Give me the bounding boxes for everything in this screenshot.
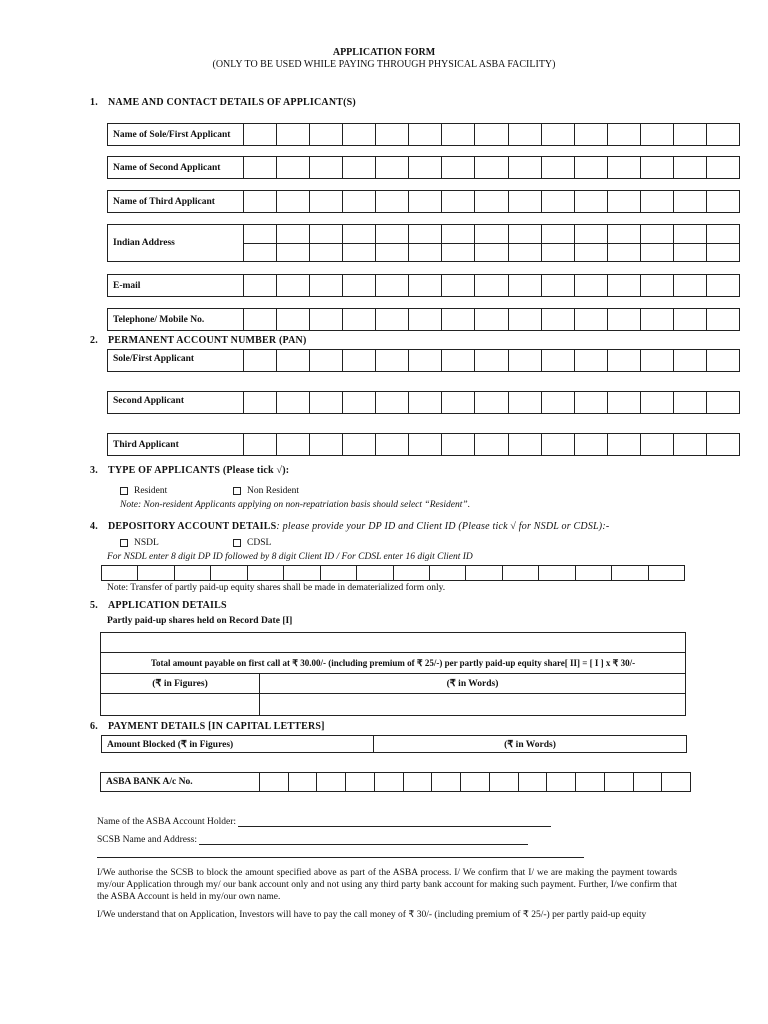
char-box[interactable]: [641, 244, 674, 262]
char-box[interactable]: [641, 157, 674, 178]
char-box[interactable]: [542, 244, 575, 262]
char-box[interactable]: [409, 434, 442, 455]
shares-held-input[interactable]: [101, 633, 685, 653]
char-box[interactable]: [430, 566, 466, 580]
char-box[interactable]: [343, 350, 376, 371]
char-box[interactable]: [509, 191, 542, 212]
char-box[interactable]: [475, 434, 508, 455]
char-box[interactable]: [284, 566, 320, 580]
char-box[interactable]: [244, 124, 277, 145]
char-box[interactable]: [375, 773, 404, 791]
char-box[interactable]: [575, 124, 608, 145]
char-box[interactable]: [539, 566, 575, 580]
char-box[interactable]: [244, 244, 277, 262]
form-subtitle: (ONLY TO BE USED WHILE PAYING THROUGH PHYSICAL ASBA FACILITY): [212, 59, 556, 70]
char-box[interactable]: [442, 124, 475, 145]
char-box[interactable]: [442, 275, 475, 296]
account-holder-field[interactable]: Name of the ASBA Account Holder:: [97, 817, 551, 827]
char-boxes[interactable]: [102, 566, 684, 580]
char-boxes[interactable]: [244, 309, 739, 330]
char-box[interactable]: [442, 309, 475, 330]
char-box[interactable]: [542, 157, 575, 178]
words-header: (₹ in Words): [446, 679, 499, 689]
char-boxes[interactable]: [244, 434, 739, 455]
char-box[interactable]: [509, 350, 542, 371]
address-line-2[interactable]: [97, 857, 584, 858]
char-box[interactable]: [310, 225, 343, 243]
char-box[interactable]: [376, 191, 409, 212]
char-box[interactable]: [475, 309, 508, 330]
char-box[interactable]: [244, 350, 277, 371]
checkbox-icon[interactable]: [233, 487, 241, 495]
char-box[interactable]: [277, 157, 310, 178]
amount-figures-input[interactable]: [101, 694, 260, 715]
char-box[interactable]: [674, 275, 707, 296]
section-4-heading: 4. DEPOSITORY ACCOUNT DETAILS: please provide your DP ID and Client ID (Please tick √ for NSDL or CDSL):-: [90, 521, 610, 532]
char-box[interactable]: [649, 566, 684, 580]
char-box[interactable]: [409, 309, 442, 330]
char-box[interactable]: [707, 157, 739, 178]
char-box[interactable]: [102, 566, 138, 580]
char-box[interactable]: [576, 773, 605, 791]
char-box[interactable]: [277, 244, 310, 262]
second-applicant-name-row[interactable]: Name of Second Applicant: [107, 156, 740, 179]
char-box[interactable]: [211, 566, 247, 580]
char-box[interactable]: [519, 773, 548, 791]
char-box[interactable]: [608, 350, 641, 371]
char-box[interactable]: [608, 225, 641, 243]
char-box[interactable]: [641, 225, 674, 243]
char-box[interactable]: [310, 124, 343, 145]
char-box[interactable]: [475, 124, 508, 145]
scsb-name-input[interactable]: [199, 835, 528, 845]
char-box[interactable]: [674, 124, 707, 145]
asba-bank-account-row[interactable]: ASBA BANK A/c No.: [100, 772, 691, 792]
char-box[interactable]: [175, 566, 211, 580]
char-box[interactable]: [343, 157, 376, 178]
char-boxes[interactable]: [244, 244, 739, 262]
char-box[interactable]: [409, 191, 442, 212]
char-box[interactable]: [605, 773, 634, 791]
char-box[interactable]: [376, 392, 409, 413]
char-box[interactable]: [475, 275, 508, 296]
char-box[interactable]: [674, 350, 707, 371]
char-boxes[interactable]: [244, 350, 739, 371]
char-box[interactable]: [641, 392, 674, 413]
char-box[interactable]: [346, 773, 375, 791]
char-box[interactable]: [509, 275, 542, 296]
char-box[interactable]: [376, 350, 409, 371]
char-box[interactable]: [343, 309, 376, 330]
char-box[interactable]: [442, 225, 475, 243]
char-box[interactable]: [641, 350, 674, 371]
char-box[interactable]: [674, 225, 707, 243]
char-box[interactable]: [674, 434, 707, 455]
char-box[interactable]: [575, 275, 608, 296]
char-box[interactable]: [509, 157, 542, 178]
checkbox-icon[interactable]: [120, 539, 128, 547]
char-box[interactable]: [409, 157, 442, 178]
char-box[interactable]: [575, 157, 608, 178]
account-holder-input[interactable]: [238, 817, 551, 827]
partly-paid-label: Partly paid-up shares held on Record Date [I]: [107, 616, 293, 626]
char-boxes[interactable]: [244, 124, 739, 145]
pan-third-row[interactable]: Third Applicant: [107, 433, 740, 456]
telephone-row[interactable]: Telephone/ Mobile No.: [107, 308, 740, 331]
char-box[interactable]: [357, 566, 393, 580]
dp-client-id-boxes[interactable]: [101, 565, 685, 581]
char-box[interactable]: [575, 350, 608, 371]
char-box[interactable]: [475, 244, 508, 262]
char-box[interactable]: [575, 244, 608, 262]
char-box[interactable]: [260, 773, 289, 791]
char-box[interactable]: [608, 309, 641, 330]
char-box[interactable]: [707, 225, 739, 243]
char-boxes[interactable]: [244, 157, 739, 178]
char-box[interactable]: [475, 157, 508, 178]
char-box[interactable]: [674, 392, 707, 413]
char-box[interactable]: [277, 275, 310, 296]
char-box[interactable]: [634, 773, 663, 791]
char-boxes[interactable]: [244, 225, 739, 244]
char-box[interactable]: [248, 566, 284, 580]
char-box[interactable]: [277, 191, 310, 212]
indian-address-row[interactable]: Indian Address: [107, 224, 740, 262]
char-box[interactable]: [409, 392, 442, 413]
char-box[interactable]: [244, 309, 277, 330]
char-box[interactable]: [343, 392, 376, 413]
char-box[interactable]: [310, 157, 343, 178]
char-box[interactable]: [442, 392, 475, 413]
cdsl-option[interactable]: CDSL: [233, 538, 271, 548]
section-6-heading: 6. PAYMENT DETAILS [IN CAPITAL LETTERS]: [90, 721, 325, 732]
char-box[interactable]: [542, 309, 575, 330]
char-box[interactable]: [608, 124, 641, 145]
char-box[interactable]: [707, 392, 739, 413]
char-box[interactable]: [394, 566, 430, 580]
amount-blocked-row[interactable]: Amount Blocked (₹ in Figures) (₹ in Words): [101, 735, 687, 753]
char-box[interactable]: [509, 244, 542, 262]
non-resident-option[interactable]: Non Resident: [233, 486, 299, 496]
char-box[interactable]: [608, 157, 641, 178]
char-box[interactable]: [608, 191, 641, 212]
char-box[interactable]: [575, 392, 608, 413]
third-applicant-name-row[interactable]: Name of Third Applicant: [107, 190, 740, 213]
char-box[interactable]: [707, 275, 739, 296]
char-box[interactable]: [542, 191, 575, 212]
char-boxes[interactable]: [244, 275, 739, 296]
application-details-table: [100, 632, 686, 716]
char-box[interactable]: [244, 434, 277, 455]
resident-option[interactable]: Resident: [120, 486, 167, 496]
char-box[interactable]: [310, 392, 343, 413]
char-box[interactable]: [641, 191, 674, 212]
char-box[interactable]: [376, 309, 409, 330]
char-box[interactable]: [674, 244, 707, 262]
char-box[interactable]: [310, 191, 343, 212]
char-box[interactable]: [409, 225, 442, 243]
char-box[interactable]: [662, 773, 690, 791]
char-box[interactable]: [376, 124, 409, 145]
char-box[interactable]: [466, 566, 502, 580]
section-2-heading: 2. PERMANENT ACCOUNT NUMBER (PAN): [90, 335, 307, 346]
char-box[interactable]: [475, 225, 508, 243]
char-box[interactable]: [376, 244, 409, 262]
char-box[interactable]: [442, 191, 475, 212]
char-box[interactable]: [509, 124, 542, 145]
char-box[interactable]: [503, 566, 539, 580]
char-box[interactable]: [490, 773, 519, 791]
char-boxes[interactable]: [260, 773, 690, 791]
char-box[interactable]: [244, 392, 277, 413]
dp-id-instruction: For NSDL enter 8 digit DP ID followed by 8 digit Client ID / For CDSL enter 16 digit Client ID: [107, 552, 473, 562]
char-boxes[interactable]: [244, 191, 739, 212]
char-box[interactable]: [138, 566, 174, 580]
amount-words-input[interactable]: [260, 694, 685, 715]
char-box[interactable]: [475, 191, 508, 212]
char-box[interactable]: [321, 566, 357, 580]
scsb-name-field[interactable]: SCSB Name and Address:: [97, 835, 528, 845]
char-box[interactable]: [674, 191, 707, 212]
form-title: APPLICATION FORM: [332, 47, 436, 58]
char-box[interactable]: [707, 124, 739, 145]
char-box[interactable]: [509, 392, 542, 413]
char-box[interactable]: [244, 275, 277, 296]
email-row[interactable]: E-mail: [107, 274, 740, 297]
char-box[interactable]: [310, 309, 343, 330]
char-box[interactable]: [707, 434, 739, 455]
char-box[interactable]: [542, 225, 575, 243]
section-3-note: Note: Non-resident Applicants applying on non-repatriation basis should select “Resident”.: [120, 500, 471, 510]
char-box[interactable]: [409, 275, 442, 296]
char-box[interactable]: [442, 434, 475, 455]
char-box[interactable]: [542, 350, 575, 371]
char-box[interactable]: [343, 225, 376, 243]
section-4-note: Note: Transfer of partly paid-up equity shares shall be made in dematerialized form only.: [107, 583, 446, 593]
char-box[interactable]: [641, 275, 674, 296]
char-box[interactable]: [277, 124, 310, 145]
char-box[interactable]: [509, 434, 542, 455]
char-box[interactable]: [244, 191, 277, 212]
char-box[interactable]: [404, 773, 433, 791]
char-box[interactable]: [244, 225, 277, 243]
char-box[interactable]: [612, 566, 648, 580]
char-box[interactable]: [641, 124, 674, 145]
section-3-heading: 3. TYPE OF APPLICANTS (Please tick √):: [90, 465, 290, 476]
char-box[interactable]: [277, 434, 310, 455]
nsdl-option[interactable]: NSDL: [120, 538, 159, 548]
char-box[interactable]: [575, 434, 608, 455]
checkbox-icon[interactable]: [233, 539, 241, 547]
char-box[interactable]: [608, 244, 641, 262]
char-box[interactable]: [277, 392, 310, 413]
char-box[interactable]: [608, 434, 641, 455]
char-box[interactable]: [707, 309, 739, 330]
section-1-heading: 1. NAME AND CONTACT DETAILS OF APPLICANT(S): [90, 97, 356, 108]
char-box[interactable]: [509, 225, 542, 243]
char-box[interactable]: [442, 157, 475, 178]
char-boxes[interactable]: [244, 392, 739, 413]
total-amount-line: Total amount payable on first call at ₹ 30.00/- (including premium of ₹ 25/-) per partly paid-up equity share[ II] = [ I ] x ₹ 30/-: [101, 653, 685, 674]
declaration-paragraph-2: I/We understand that on Application, Investors will have to pay the call money of ₹ 30/- (including premium of ₹ 25/-) per partly paid-up equity: [97, 910, 647, 920]
char-box[interactable]: [542, 124, 575, 145]
char-box[interactable]: [641, 434, 674, 455]
char-box[interactable]: [343, 275, 376, 296]
pan-second-row[interactable]: Second Applicant: [107, 391, 740, 414]
char-box[interactable]: [343, 191, 376, 212]
char-box[interactable]: [608, 275, 641, 296]
char-box[interactable]: [575, 191, 608, 212]
char-box[interactable]: [376, 225, 409, 243]
char-box[interactable]: [475, 392, 508, 413]
char-box[interactable]: [409, 244, 442, 262]
char-box[interactable]: [542, 392, 575, 413]
char-box[interactable]: [310, 434, 343, 455]
char-box[interactable]: [547, 773, 576, 791]
char-box[interactable]: [343, 244, 376, 262]
char-box[interactable]: [442, 350, 475, 371]
char-box[interactable]: [343, 124, 376, 145]
declaration-paragraph-1: I/We authorise the SCSB to block the amount specified above as part of the ASBA process. I/ We confirm that I/ we are making the payment towards my/our Application through my/ our bank account only and not using any third party bank account for making such payment. Further, I/we confirm that the ASBA Account is held in my/our own name.: [97, 868, 677, 902]
char-box[interactable]: [707, 244, 739, 262]
char-box[interactable]: [376, 157, 409, 178]
pan-sole-row[interactable]: Sole/First Applicant: [107, 349, 740, 372]
char-box[interactable]: [442, 244, 475, 262]
char-box[interactable]: [310, 350, 343, 371]
char-box[interactable]: [575, 225, 608, 243]
char-box[interactable]: [542, 275, 575, 296]
char-box[interactable]: [475, 350, 508, 371]
char-box[interactable]: [277, 309, 310, 330]
char-box[interactable]: [575, 309, 608, 330]
char-box[interactable]: [376, 434, 409, 455]
char-box[interactable]: [409, 124, 442, 145]
char-box[interactable]: [244, 157, 277, 178]
char-box[interactable]: [608, 392, 641, 413]
char-box[interactable]: [310, 244, 343, 262]
section-5-heading: 5. APPLICATION DETAILS: [90, 600, 227, 611]
char-box[interactable]: [707, 350, 739, 371]
char-box[interactable]: [707, 191, 739, 212]
char-box[interactable]: [674, 309, 707, 330]
char-box[interactable]: [409, 350, 442, 371]
char-box[interactable]: [509, 309, 542, 330]
char-box[interactable]: [289, 773, 318, 791]
char-box[interactable]: [461, 773, 490, 791]
char-box[interactable]: [277, 350, 310, 371]
char-box[interactable]: [310, 275, 343, 296]
char-box[interactable]: [576, 566, 612, 580]
figures-header: (₹ in Figures): [101, 674, 260, 693]
char-box[interactable]: [641, 309, 674, 330]
char-box[interactable]: [542, 434, 575, 455]
char-box[interactable]: [277, 225, 310, 243]
char-box[interactable]: [432, 773, 461, 791]
sole-applicant-name-row[interactable]: Name of Sole/First Applicant: [107, 123, 740, 146]
char-box[interactable]: [343, 434, 376, 455]
char-box[interactable]: [674, 157, 707, 178]
checkbox-icon[interactable]: [120, 487, 128, 495]
char-box[interactable]: [317, 773, 346, 791]
char-box[interactable]: [376, 275, 409, 296]
